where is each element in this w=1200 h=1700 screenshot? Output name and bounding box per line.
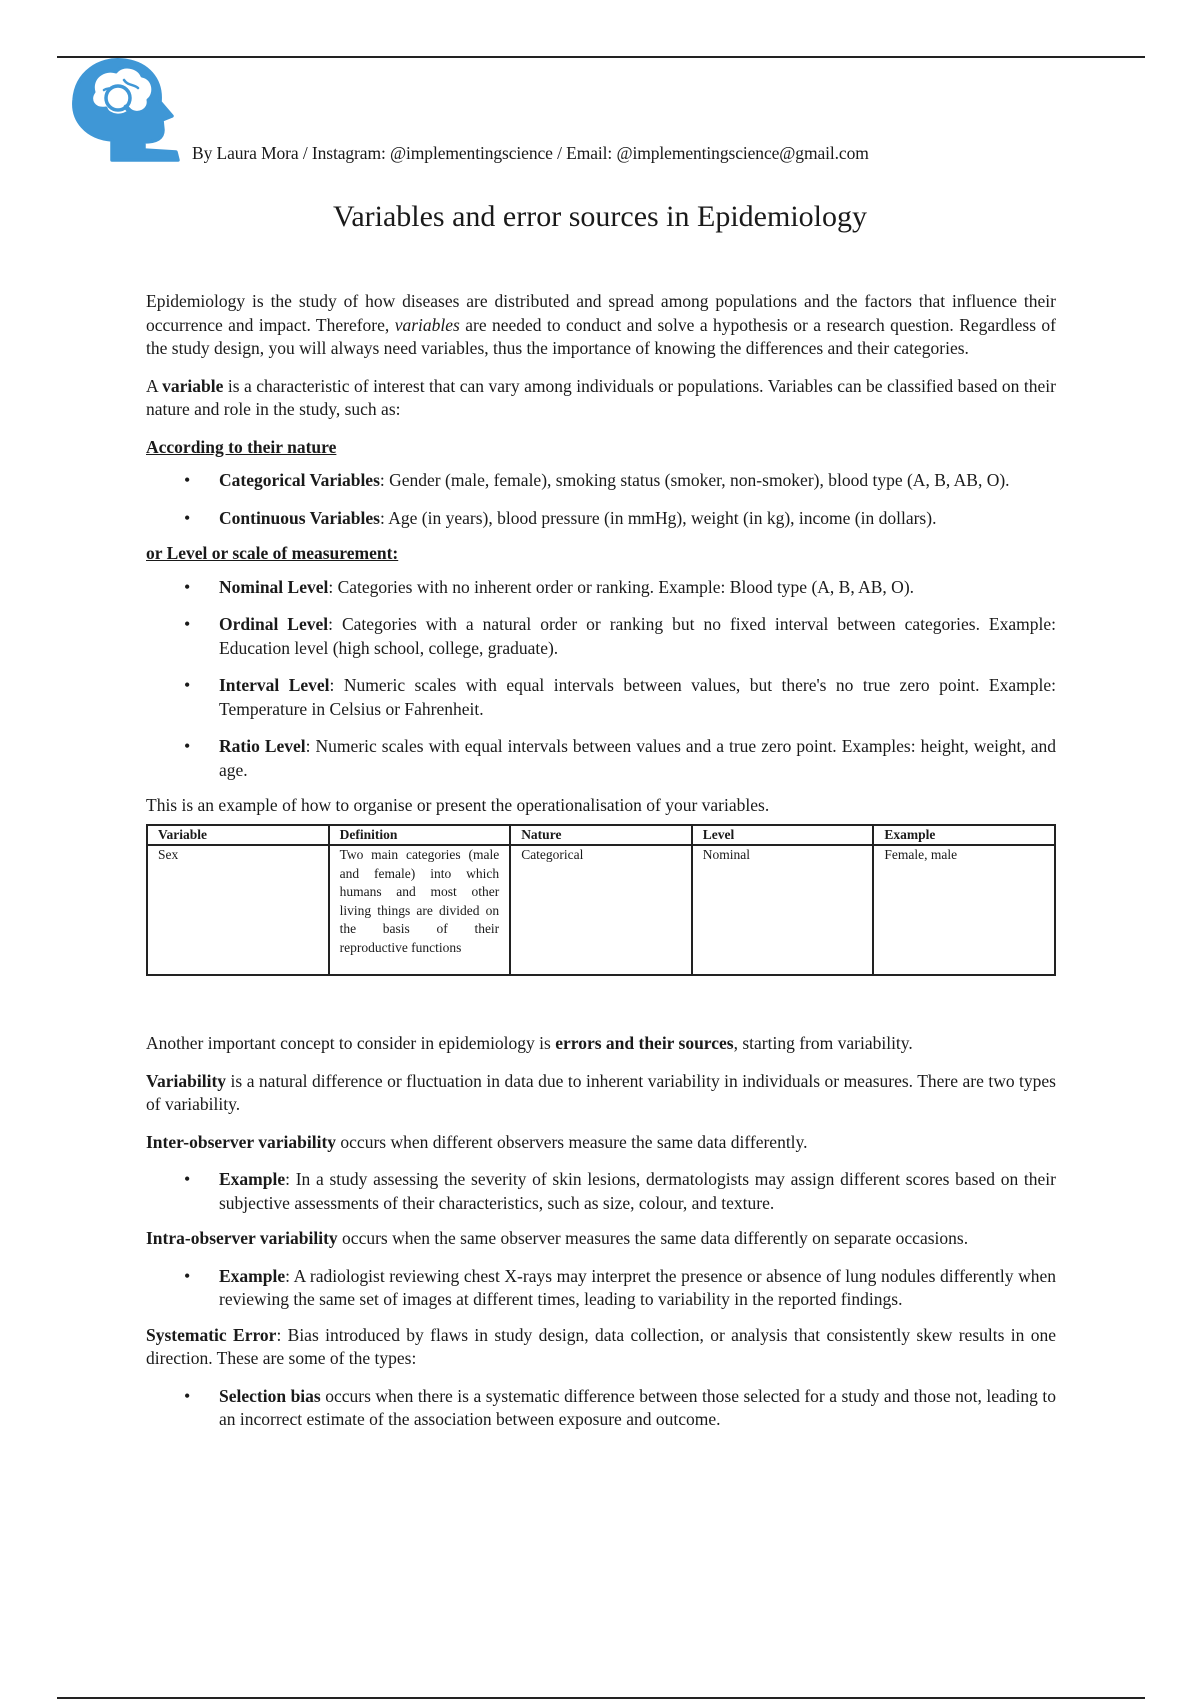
- list-item: • Ordinal Level: Categories with a natural order or ranking but no fixed interval between categories. Example: Education level (high school, college, graduate).: [219, 613, 1056, 660]
- bias-list: [146, 1385, 1056, 1432]
- operationalisation-table: [146, 824, 1056, 977]
- table-cell: Two main categories (male and female) into which humans and most other living things are divided on the basis of their reproductive functions: [329, 845, 511, 975]
- intro-paragraph: Epidemiology is the study of how diseases are distributed and spread among populations and the factors that influence their occurrence and impact. Therefore, variables are needed to conduct and solve a hypothesis or a research question. Regardless of the study design, you will always need variables, thus the importance of knowing the differences and their categories.: [146, 291, 1056, 358]
- column-header: Example: [873, 825, 1055, 846]
- list-item: • Continuous Variables: Age (in years), blood pressure (in mmHg), weight (in kg), income (in dollars).: [219, 507, 1056, 531]
- nature-heading: According to their nature: [146, 436, 337, 457]
- list-item: • Interval Level: Numeric scales with equal intervals between values, but there's no true zero point. Example: Temperature in Celsius or Fahrenheit.: [219, 674, 1056, 721]
- table-cell: Categorical: [510, 845, 692, 975]
- table-cell: Sex: [147, 845, 329, 975]
- level-heading: or Level or scale of measurement:: [146, 543, 399, 563]
- level-list: [146, 576, 1056, 783]
- author-byline: By Laura Mora / Instagram: @implementingscience / Email: @implementingscience@gmail.com: [192, 143, 869, 163]
- column-header: Definition: [329, 825, 511, 846]
- list-item: • Ratio Level: Numeric scales with equal intervals between values and a true zero point. Examples: height, weight, and age.: [219, 735, 1056, 782]
- inter-observer-list: [146, 1168, 1056, 1215]
- list-item: • Example: In a study assessing the severity of skin lesions, dermatologists may assign different scores based on their subjective assessments of their characteristics, such as size, colour, and texture.: [219, 1168, 1056, 1215]
- column-header: Level: [692, 825, 874, 846]
- intra-observer-list: [146, 1265, 1056, 1312]
- table-cell: Nominal: [692, 845, 874, 975]
- head-magnifier-icon: [64, 54, 186, 162]
- intra-observer-paragraph: Intra-observer variability occurs when the same observer measures the same data differently on separate occasions.: [146, 1228, 969, 1248]
- variability-paragraph: Variability is a natural difference or fluctuation in data due to inherent variability in individuals or measures. There are two types of variability.: [146, 1070, 1056, 1114]
- list-item: • Categorical Variables: Gender (male, female), smoking status (smoker, non-smoker), blood type (A, B, AB, O).: [219, 469, 1056, 493]
- footer-rule: [57, 1697, 1145, 1699]
- column-header: Variable: [147, 825, 329, 846]
- table-cell: Female, male: [873, 845, 1055, 975]
- systematic-error-paragraph: Systematic Error: Bias introduced by flaws in study design, data collection, or analysis that consistently skew results in one direction. These are some of the types:: [146, 1324, 1056, 1368]
- inter-observer-paragraph: Inter-observer variability occurs when different observers measure the same data differently.: [146, 1131, 808, 1152]
- nature-list: [146, 469, 1056, 530]
- column-header: Nature: [510, 825, 692, 846]
- list-item: • Selection bias occurs when there is a systematic difference between those selected for a study and those not, leading to an incorrect estimate of the association between exposure and outcome.: [219, 1385, 1056, 1432]
- table-row: [147, 845, 1055, 975]
- variable-definition: A variable is a characteristic of interest that can vary among individuals or populations. Variables can be classified based on their nature and role in the study, such as:: [146, 375, 1056, 419]
- document-title: Variables and error sources in Epidemiology: [332, 200, 867, 233]
- table-header-row: [147, 825, 1055, 846]
- list-item: • Nominal Level: Categories with no inherent order or ranking. Example: Blood type (A, B, AB, O).: [219, 576, 1056, 600]
- header-rule: [57, 56, 1145, 58]
- list-item: • Example: A radiologist reviewing chest X-rays may interpret the presence or absence of lung nodules differently when reviewing the same set of images at different times, leading to variability in the reported findings.: [219, 1265, 1056, 1312]
- errors-intro: Another important concept to consider in epidemiology is errors and their sources, starting from variability.: [146, 1033, 913, 1053]
- table-intro: This is an example of how to organise or present the operationalisation of your variables.: [146, 795, 770, 815]
- document-body: [146, 290, 1056, 1444]
